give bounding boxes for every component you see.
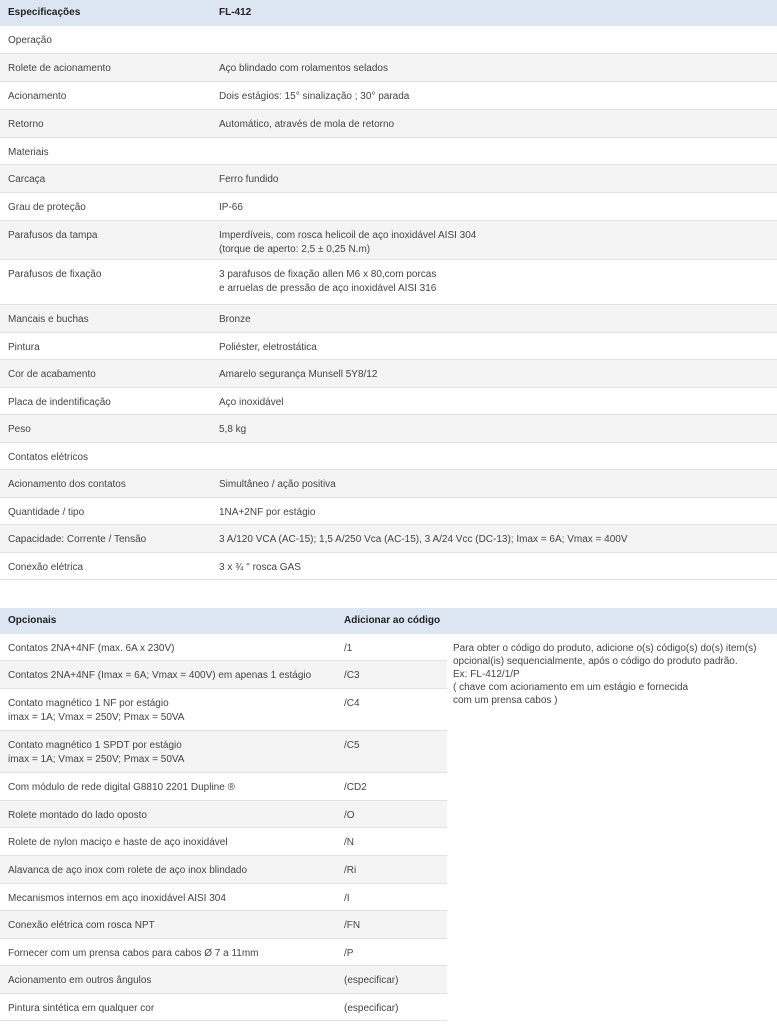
specs-row-value (219, 341, 317, 355)
specs-row-value (219, 561, 301, 575)
specs-row-label: Acionamento (8, 91, 67, 102)
specs-row-value (219, 90, 409, 104)
specs-row-label: Pintura (8, 342, 40, 353)
specs-row-value (219, 201, 243, 215)
specs-row-value-line: Imperdíveis, com rosca helicoil de aço inoxidável AISI 304 (219, 230, 477, 241)
specs-header-col2: FL-412 (219, 7, 252, 18)
options-row (0, 994, 447, 1021)
specs-row-value-line: (torque de aperto: 2,5 ± 0,25 N.m) (219, 244, 371, 255)
options-row-label (8, 892, 226, 906)
specs-row-value-line: e arruelas de pressão de aço inoxidável AISI 316 (219, 283, 437, 294)
options-row-label (8, 919, 155, 933)
options-row-code: /1 (344, 643, 353, 654)
specs-table-header (0, 0, 777, 26)
specs-row-label: Contatos elétricos (8, 452, 89, 463)
specs-row-value-line: 3 x ¾ " rosca GAS (219, 562, 301, 573)
specs-row-value-line: 3 parafusos de fixação allen M6 x 80,com porcas (219, 269, 437, 280)
options-row-code: /CD2 (344, 782, 367, 793)
specs-row-label: Mancais e buchas (8, 314, 89, 325)
options-row (0, 966, 447, 994)
options-row (0, 856, 447, 884)
options-row-code: /I (344, 893, 350, 904)
product-code-note (453, 642, 777, 707)
options-row (0, 731, 447, 773)
options-row-label-line: Acionamento em outros ângulos (8, 975, 152, 986)
options-table-header (0, 608, 777, 634)
specs-row-value (219, 368, 377, 382)
specs-row-value (219, 313, 251, 327)
options-row-label-line: imax = 1A; Vmax = 250V; Pmax = 50VA (8, 712, 185, 723)
specs-row-value-line: Simultâneo / ação positiva (219, 479, 336, 490)
specs-row-value (219, 396, 283, 410)
options-row (0, 661, 447, 689)
options-row-code: (especificar) (344, 1003, 399, 1014)
specs-row (0, 165, 777, 193)
options-row-label (8, 739, 184, 767)
specs-row (0, 305, 777, 333)
specs-row-label: Conexão elétrica (8, 562, 84, 573)
specs-row (0, 388, 777, 415)
options-row-label (8, 781, 235, 795)
options-row-code: /FN (344, 920, 361, 931)
options-row-code: /O (344, 810, 355, 821)
specs-row-label: Parafusos da tampa (8, 230, 98, 241)
specs-row-label: Retorno (8, 119, 44, 130)
specs-row (0, 82, 777, 110)
specs-row-value-line: 5,8 kg (219, 424, 247, 435)
options-row (0, 911, 447, 939)
options-row-label-line: Conexão elétrica com rosca NPT (8, 920, 155, 931)
options-row-code: /C3 (344, 670, 360, 681)
options-row (0, 634, 447, 661)
options-row-label-line: Rolete montado do lado oposto (8, 810, 147, 821)
specs-row (0, 415, 777, 443)
options-row (0, 939, 447, 966)
options-row (0, 689, 447, 731)
specs-row-value-line: Poliéster, eletrostática (219, 342, 317, 353)
options-row-label-line: Fornecer com um prensa cabos para cabos Ø 7 a 11mm (8, 948, 259, 959)
specs-row-label: Capacidade: Corrente / Tensão (8, 534, 147, 545)
specs-row-value (219, 506, 315, 520)
note-line: Ex: FL-412/1/P (453, 669, 520, 680)
specs-row-label: Quantidade / tipo (8, 507, 85, 518)
options-row-label-line: Alavanca de aço inox com rolete de aço inox blindado (8, 865, 248, 876)
specs-row-value (219, 423, 246, 437)
options-row-label-line: Contatos 2NA+4NF (Imax = 6A; Vmax = 400V) em apenas 1 estágio (8, 670, 312, 681)
specs-row-label: Rolete de acionamento (8, 63, 111, 74)
specs-row-value (219, 118, 394, 132)
specs-row (0, 498, 777, 525)
options-row-label-line: imax = 1A; Vmax = 250V; Pmax = 50VA (8, 754, 185, 765)
specs-row-value-line: Amarelo segurança Munsell 5Y8/12 (219, 369, 378, 380)
specs-row-value-line: 3 A/120 VCA (AC-15); 1,5 A/250 Vca (AC-15), 3 A/24 Vcc (DC-13); Imax = 6A; Vmax = 400V (219, 534, 628, 545)
specs-row-value (219, 268, 436, 296)
specs-row-value (219, 478, 336, 492)
specs-row-label: Acionamento dos contatos (8, 479, 126, 490)
options-row-code: /Ri (344, 865, 357, 876)
specs-row-value-line: Aço inoxidável (219, 397, 284, 408)
specs-row-value (219, 533, 628, 547)
options-header-col2: Adicionar ao código (344, 615, 441, 626)
options-row-code: /C4 (344, 698, 360, 709)
options-row-code: /N (344, 837, 354, 848)
specs-row-value-line: Bronze (219, 314, 251, 325)
note-line: com um prensa cabos ) (453, 695, 558, 706)
note-line: Para obter o código do produto, adicione o(s) código(s) do(s) item(s) (453, 643, 757, 654)
options-row (0, 884, 447, 911)
specs-row (0, 525, 777, 553)
options-row-code: /C5 (344, 740, 360, 751)
specs-row (0, 138, 777, 165)
options-row-label-line: Contato magnético 1 SPDT por estágio (8, 740, 182, 751)
options-row-label (8, 864, 247, 878)
specs-row (0, 360, 777, 388)
options-row (0, 773, 447, 801)
options-row-label (8, 947, 258, 961)
specs-row (0, 443, 777, 470)
options-row-label (8, 974, 151, 988)
specs-row-label: Operação (8, 35, 52, 46)
options-row-label (8, 642, 174, 656)
options-row-label (8, 809, 147, 823)
specs-row-label: Grau de proteção (8, 202, 86, 213)
options-row-label-line: Mecanismos internos em aço inoxidável AISI 304 (8, 893, 226, 904)
options-row-label (8, 669, 311, 683)
specs-row (0, 470, 777, 498)
options-row-label-line: Pintura sintética em qualquer cor (8, 1003, 155, 1014)
specs-row-label: Parafusos de fixação (8, 269, 102, 280)
specs-row (0, 333, 777, 360)
options-header-col1: Opcionais (8, 615, 57, 626)
options-row-code: (especificar) (344, 975, 399, 986)
options-row-label (8, 697, 184, 725)
specs-row (0, 260, 777, 305)
options-row-label (8, 836, 228, 850)
options-row-label-line: Com módulo de rede digital G8810 2201 Dupline ® (8, 782, 235, 793)
specs-row-value-line: Aço blindado com rolamentos selados (219, 63, 388, 74)
specs-row-label: Cor de acabamento (8, 369, 96, 380)
specs-header-col1: Especificações (8, 7, 81, 18)
options-row-label-line: Contatos 2NA+4NF (max. 6A x 230V) (8, 643, 175, 654)
options-row (0, 828, 447, 856)
specs-row-value-line: Dois estágios: 15° sinalização ; 30° parada (219, 91, 410, 102)
options-row-code: /P (344, 948, 354, 959)
options-row-label-line: Rolete de nylon maciço e haste de aço inoxidável (8, 837, 228, 848)
options-row-label (8, 1002, 154, 1016)
specs-row-value (219, 229, 476, 257)
specs-row-value-line: 1NA+2NF por estágio (219, 507, 316, 518)
specs-row-value-line: IP-66 (219, 202, 243, 213)
specs-row-label: Peso (8, 424, 31, 435)
specs-row (0, 193, 777, 221)
note-line: opcional(is) sequencialmente, após o código do produto padrão. (453, 656, 738, 667)
specs-row-value-line: Ferro fundido (219, 174, 279, 185)
specs-row-label: Placa de indentificação (8, 397, 111, 408)
options-row (0, 801, 447, 828)
specs-row-label: Carcaça (8, 174, 46, 185)
specs-row-value (219, 173, 278, 187)
specs-row (0, 54, 777, 82)
specs-row (0, 553, 777, 580)
specs-row (0, 110, 777, 138)
specs-row-value-line: Automático, através de mola de retorno (219, 119, 395, 130)
specs-row (0, 26, 777, 54)
specs-row-label: Materiais (8, 147, 49, 158)
options-row-label-line: Contato magnético 1 NF por estágio (8, 698, 169, 709)
specs-row (0, 221, 777, 260)
specs-row-value (219, 62, 388, 76)
note-line: ( chave com acionamento em um estágio e fornecida (453, 682, 689, 693)
